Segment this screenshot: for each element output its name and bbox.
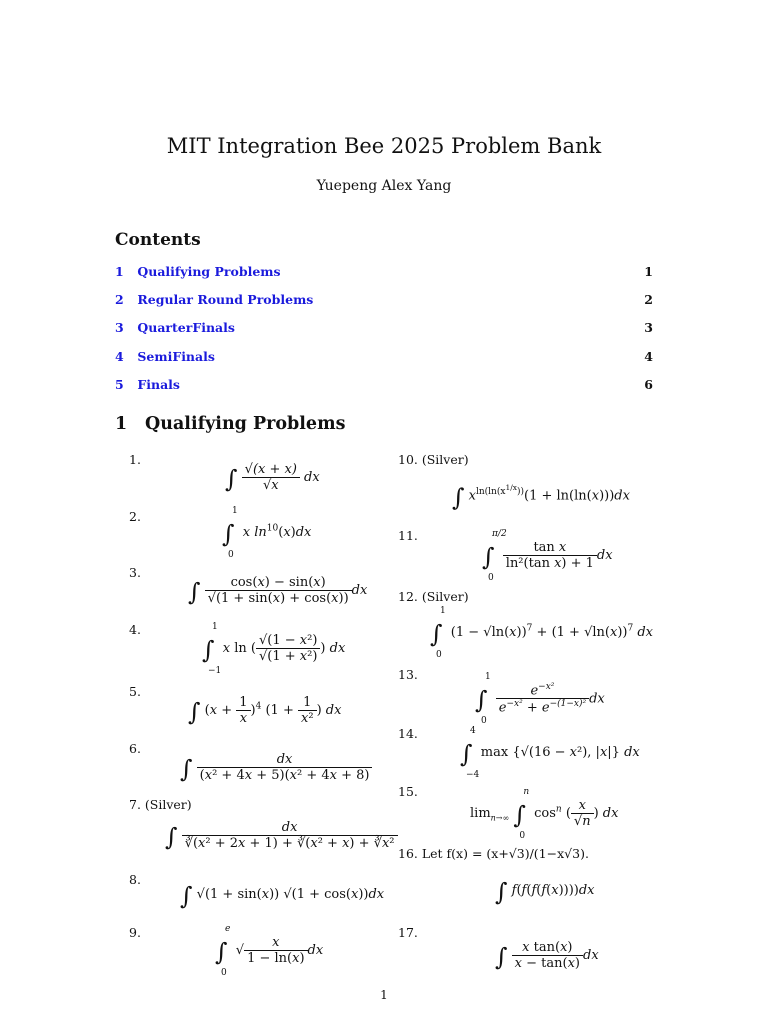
toc-num: 1 <box>115 264 124 279</box>
toc-page: 6 <box>644 377 653 392</box>
toc-item-semifinals[interactable] <box>115 349 653 364</box>
problem-number: 13. <box>398 667 418 682</box>
formula-12: ∫ 1 0 $(1 - √\ln(x))^7 + (1 + √\ln(x))^7$ dx <box>430 606 653 660</box>
formula-10: ∫ $x^{ln(ln(x^{1/x}))}(1 + \ln(\ln(x)))dx$ <box>452 483 630 512</box>
problem-number: 17. <box>398 925 418 940</box>
problem-number: 7. (Silver) <box>129 797 192 812</box>
toc-num: 2 <box>115 292 124 307</box>
problem-number: 14. <box>398 726 418 741</box>
problem-number: 9. <box>129 925 141 940</box>
problem-number: 5. <box>129 684 141 699</box>
problem-number: 16. Let f(x) = (x+√3)/(1−x√3). <box>398 846 589 861</box>
toc-num: 5 <box>115 377 124 392</box>
problem-number: 15. <box>398 784 418 799</box>
formula-13: ∫ 1 0 $\frac{e^{-x^2}}{e^{-x^2} + e^{-(1-x)^2}}$ dx <box>475 672 605 727</box>
toc-page: 3 <box>644 320 653 335</box>
problem-number: 3. <box>129 565 141 580</box>
formula-5: ∫ (x + $\frac{1}{x}$ )$^4$ (1 + $\frac{1}{\text{x²}}$ ) dx <box>188 695 342 726</box>
formula-9: ∫ e 0 √ $\frac{x}{1 - \ln(x)}$ dx <box>215 924 324 978</box>
formula-8: ∫ √(1 + sin(x)) √(1 + cos(x))dx <box>180 882 385 910</box>
formula-3: ∫ $\frac{\cos(x) - \sin(x)}{√(1 + \sin(x) + \cos(x))}$ dx <box>188 575 368 606</box>
toc-num: 3 <box>115 320 124 335</box>
toc-item-finals[interactable] <box>115 377 653 392</box>
problem-number: 2. <box>129 509 141 524</box>
toc-label[interactable]: SemiFinals <box>137 349 215 364</box>
formula-4: ∫ 1 −1 x ln ( $\frac{\text{√(1 − x²)}}{\text{√(1 + x²)}}$ ) dx <box>202 622 346 676</box>
contents-heading: Contents <box>115 230 201 250</box>
formula-11: ∫ π/2 0 $\frac{\text{tan x}}{\text{ln²(tan x) + 1}}$ dx <box>482 529 613 583</box>
toc-label[interactable]: Qualifying Problems <box>137 264 281 279</box>
formula-14: ∫ 4 −4 max {√(16 − x²), |x|} dx <box>460 726 640 780</box>
toc-label[interactable]: Finals <box>137 377 180 392</box>
section-title: Qualifying Problems <box>145 414 346 434</box>
formula-17: ∫ $\frac{\text{x tan(x)}}{x - \tan(x)}$ dx <box>495 940 599 971</box>
formula-15: $\lim_{n\to\infty}$ ∫ n 0 $\cos^n$ ( $\frac{x}{√n}$ ) dx <box>470 787 619 841</box>
toc-num: 4 <box>115 349 124 364</box>
formula-1: ∫ $\frac{√(x + x)}{√x}$ dx <box>225 462 320 493</box>
problem-number: 6. <box>129 741 141 756</box>
problem-number: 12. (Silver) <box>398 589 469 604</box>
toc-item-regular[interactable] <box>115 292 653 307</box>
problem-number: 10. (Silver) <box>398 452 469 467</box>
section-number: 1 <box>115 414 128 434</box>
toc-item-quarterfinals[interactable] <box>115 320 653 335</box>
author: Yuepeng Alex Yang <box>316 178 452 194</box>
problem-number: 8. <box>129 872 141 887</box>
toc-label[interactable]: Regular Round Problems <box>137 292 314 307</box>
problem-number: 4. <box>129 622 141 637</box>
toc-label[interactable]: QuarterFinals <box>137 320 235 335</box>
problem-number: 11. <box>398 528 418 543</box>
page-title: MIT Integration Bee 2025 Problem Bank <box>166 134 602 158</box>
formula-6: ∫ $\frac{dx}{\text{(x² + 4x + 5)(x² + 4x + 8)}}$ <box>180 752 372 783</box>
formula-7: ∫ $\frac{dx}{\text{∛(x² + 2x + 1) + ∛(x² + x) + ∛x²}}$ <box>165 820 398 851</box>
toc-page: 1 <box>644 264 653 279</box>
section-heading <box>115 414 345 434</box>
formula-16: ∫ f(f(f(f(x))))dx <box>495 878 595 906</box>
toc-page: 4 <box>644 349 653 364</box>
formula-2: ∫ 1 0 x $\ln^{10}(x)dx$ <box>222 506 312 560</box>
problem-number: 1. <box>129 452 141 467</box>
toc-item-qualifying[interactable] <box>115 264 653 279</box>
page-number: 1 <box>380 988 388 1002</box>
toc-page: 2 <box>644 292 653 307</box>
